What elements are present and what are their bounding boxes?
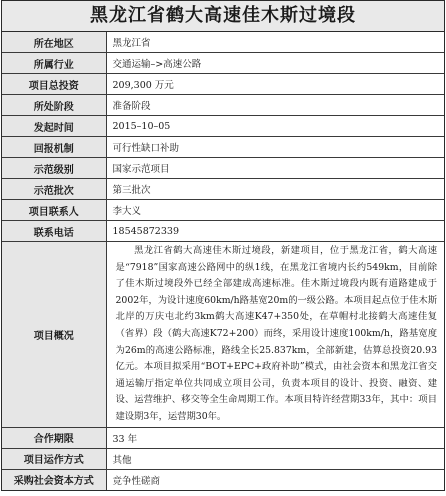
info-table [2,32,444,490]
industry-label: 所属行业 [2,53,106,74]
table-row [2,200,444,221]
overview-cell [106,242,444,428]
table-row [2,448,444,469]
industry-value: 交通运输–>高速公路 [106,53,444,74]
cooperation-period-label: 合作期限 [2,427,106,448]
contact-person-label: 项目联系人 [2,200,106,221]
demo-level-label: 示范级别 [2,158,106,179]
project-info-table [1,0,445,491]
procurement-method-label: 采购社会资本方式 [2,469,106,490]
cooperation-period-value: 33 年 [106,427,444,448]
table-row [2,116,444,137]
table-row [2,221,444,242]
table-row [2,469,444,490]
total-investment-label: 项目总投资 [2,74,106,95]
page-title: 黑龙江省鹤大高速佳木斯过境段 [2,1,444,32]
total-investment-value: 209,300 万元 [106,74,444,95]
table-row [2,95,444,116]
start-date-label: 发起时间 [2,116,106,137]
demo-batch-label: 示范批次 [2,179,106,200]
table-row [2,53,444,74]
table-row [2,427,444,448]
procurement-method-value: 竞争性磋商 [106,469,444,490]
stage-value: 准备阶段 [106,95,444,116]
contact-person-value: 李大义 [106,200,444,221]
return-mechanism-value: 可行性缺口补助 [106,137,444,158]
table-row [2,158,444,179]
table-row [2,179,444,200]
table-row [2,74,444,95]
start-date-value: 2015–10–05 [106,116,444,137]
overview-text: 黑龙江省鹤大高速佳木斯过境段，新建项目，位于黑龙江省，鹤大高速是“7918”国家高速公路网中的纵1线，在黑龙江省境内长约549km，目前除了佳木斯过境段外已经全部建成高速标准。佳木斯过境段内既有道路建成于2002年，为设计速度60km/h路基宽20m的一级公路。本项目起点位于佳木斯北岸的万庆屯北约3km鹤大高速K47+350处，在草帽村北接鹤大高速佳复（省界）段（鹤大高速K72+200）而终，采用设计速度100km/h，路基宽度为26m的高速公路标准，路线全长25.837km，全部新建，估算总投资20.93亿元。本项目拟采用“BOT+EPC+政府补助”模式，由社会资本和黑龙江省交通运输厅指定单位共同成立项目公司，负责本项目的设计、投资、融资、建设、运营维护、移交等全生命周期工作。本项目特许经营期33年，其中：项目建设期3年，运营期30年。 [115,245,437,422]
operation-mode-label: 项目运作方式 [2,448,106,469]
stage-label: 所处阶段 [2,95,106,116]
region-label: 所在地区 [2,32,106,53]
overview-label: 项目概况 [2,242,106,428]
region-value: 黑龙江省 [106,32,444,53]
table-row [2,32,444,53]
return-mechanism-label: 回报机制 [2,137,106,158]
table-row [2,242,444,428]
demo-level-value: 国家示范项目 [106,158,444,179]
phone-value: 18545872339 [106,221,444,242]
demo-batch-value: 第三批次 [106,179,444,200]
operation-mode-value: 其他 [106,448,444,469]
phone-label: 联系电话 [2,221,106,242]
table-row [2,137,444,158]
